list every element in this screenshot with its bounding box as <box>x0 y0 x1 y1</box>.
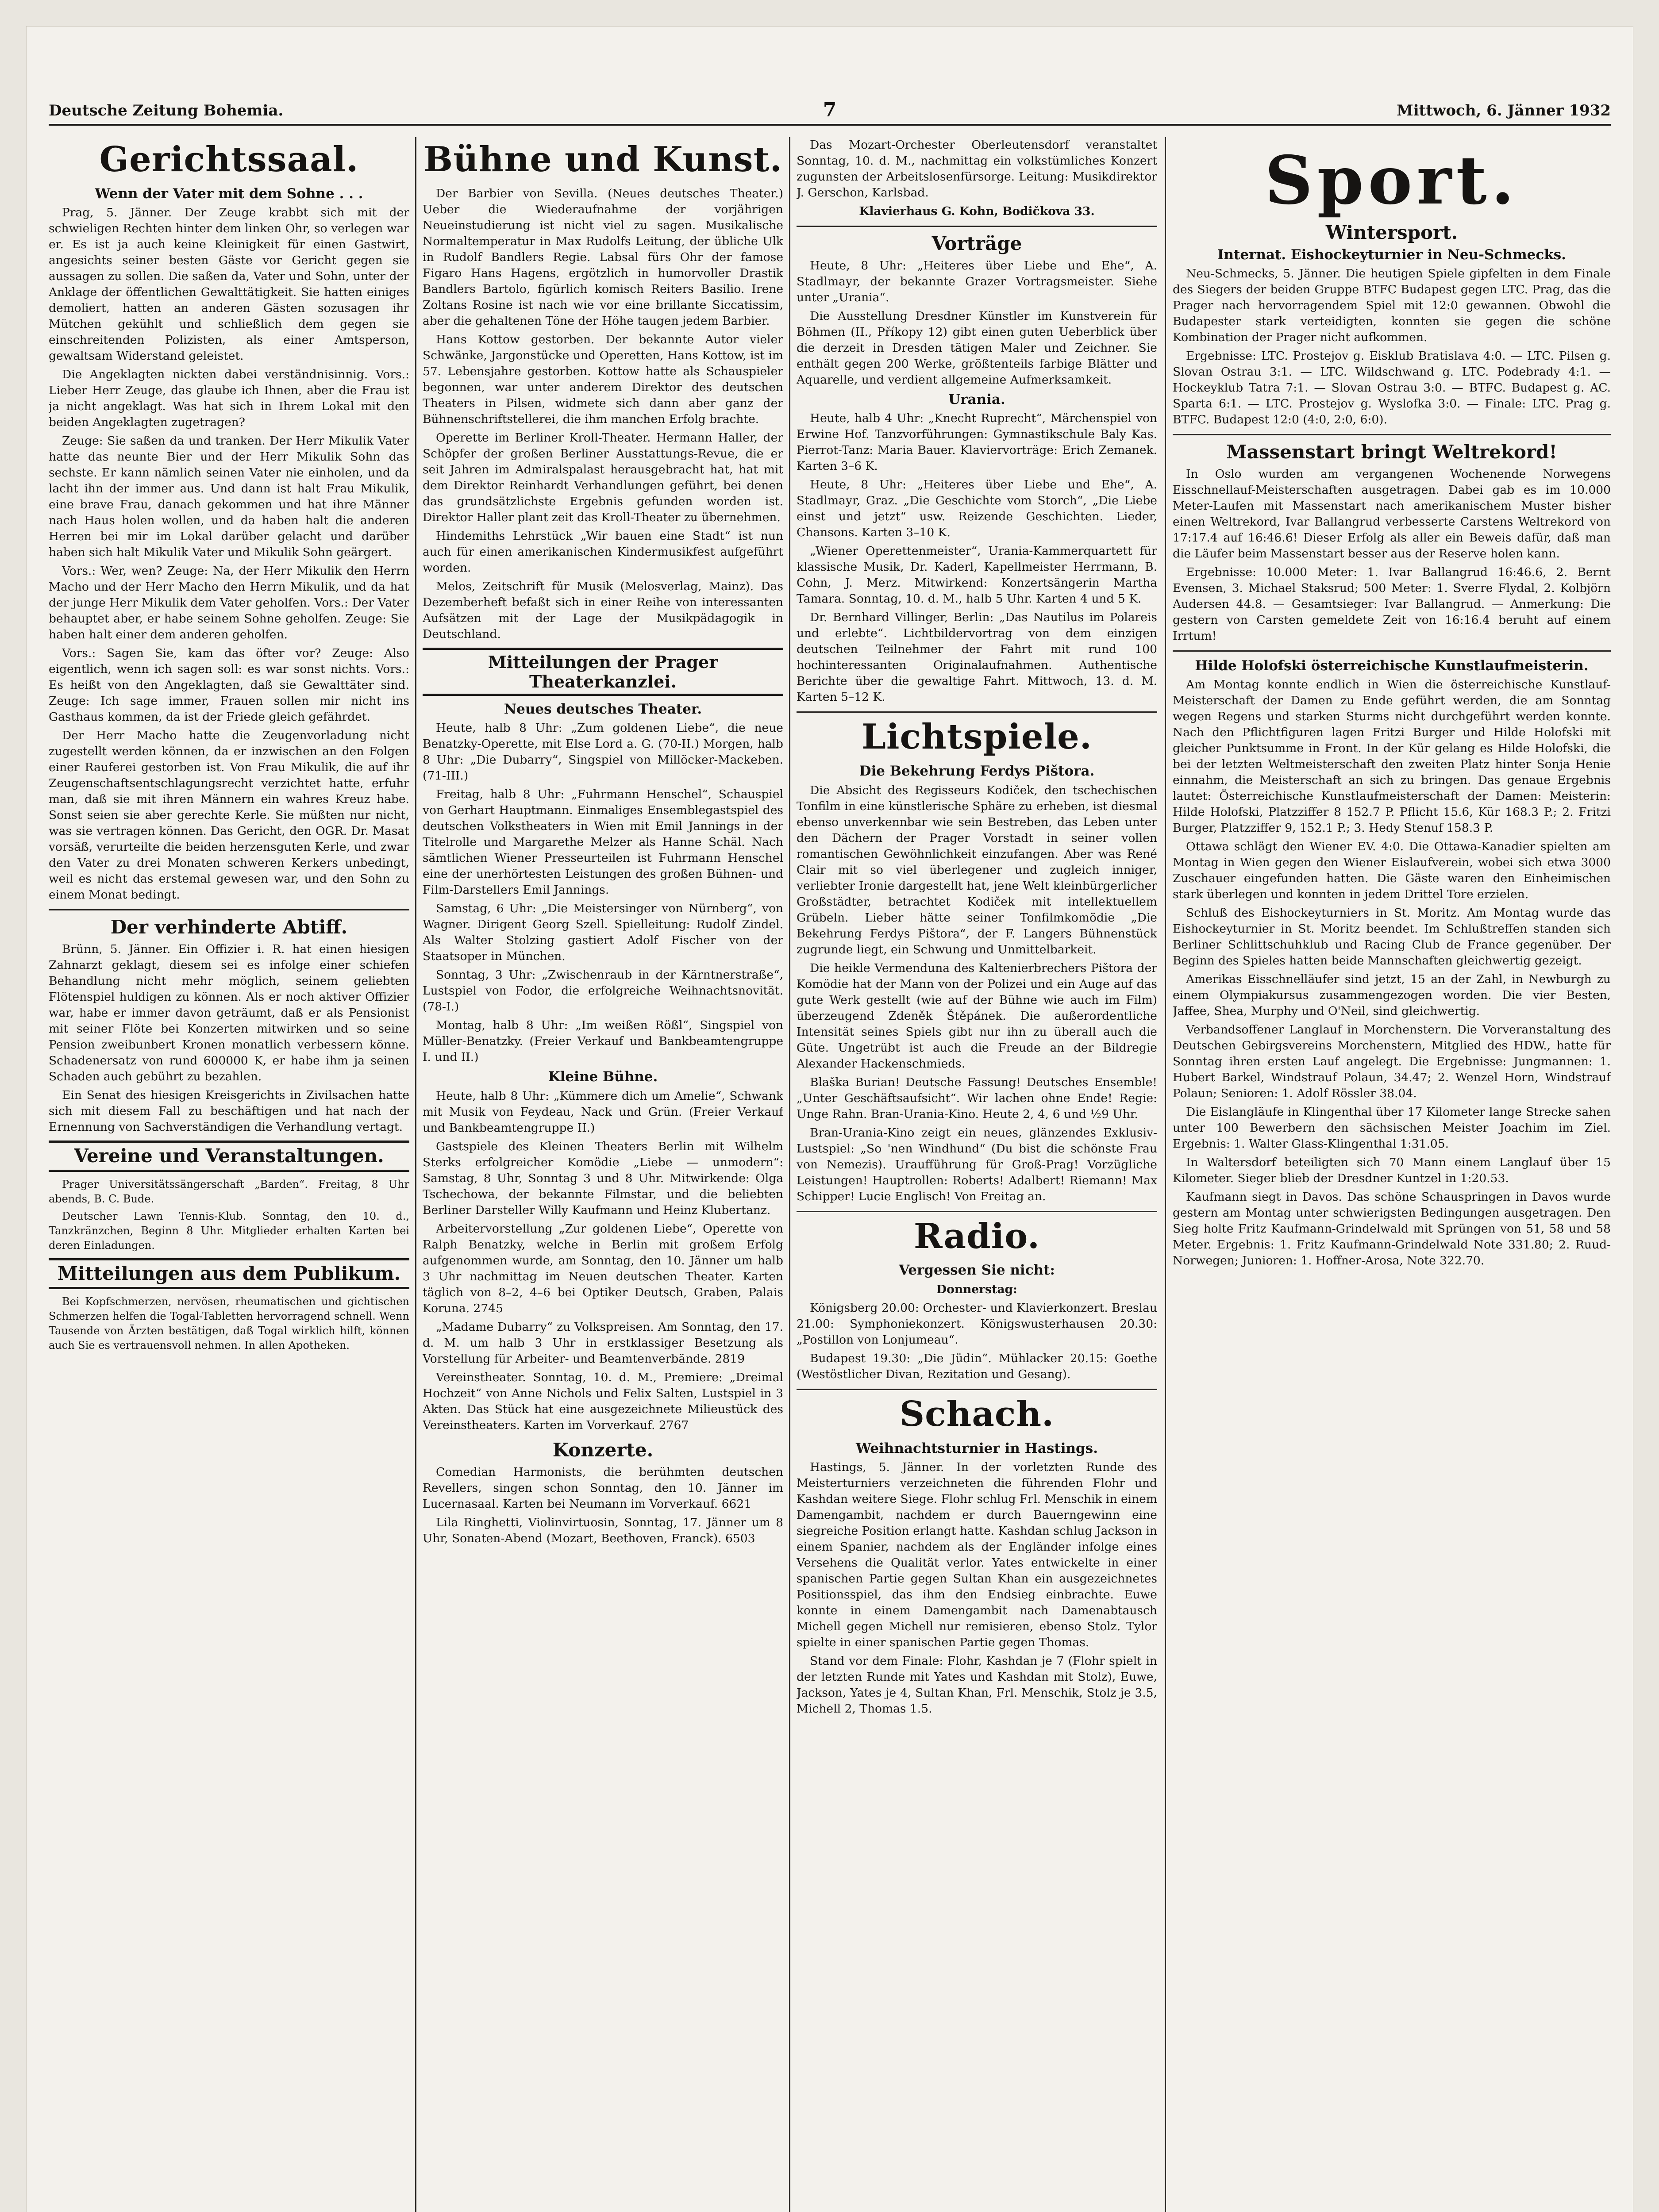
article-paragraph: Gastspiele des Kleinen Theaters Berlin mit Wilhelm Sterks erfolgreicher Komödie „Liebe — unmodern“: Samstag, 8 Uhr, Sonntag 3 und 8 Uhr. Mitwirkende: Olga Tschechowa, der bekannte Filmstar, und die beliebten Berliner Darsteller Willy Kaufmann und Heinz Klubertanz. <box>423 1139 783 1217</box>
page-header <box>49 93 1611 126</box>
column-divider <box>415 137 416 2212</box>
article-paragraph: Heute, halb 8 Uhr: „Kümmere dich um Amelie“, Schwank mit Musik von Feydeau, Nack und Grün. (Freier Verkauf und Bankbeamtengruppe II.) <box>423 1089 783 1135</box>
column-vortraege-lichtspiele <box>797 137 1157 2212</box>
article-paragraph: Heute, 8 Uhr: „Heiteres über Liebe und Ehe“, A. Stadlmayr, der bekannte Grazer Vortragsmeister. Siehe unter „Urania“. <box>797 259 1157 305</box>
section-title: Mitteilungen der Prager Theaterkanzlei. <box>488 652 718 691</box>
column-divider <box>789 137 790 2212</box>
page-number: 7 <box>823 99 837 121</box>
article-paragraph: Hastings, 5. Jänner. In der vorletzten Runde des Meisterturniers verzeichneten die führenden Flohr und Kashdan weitere Siege. Flohr schlug Frl. Menschik in einem Damengambit, nachdem er durch Bauerngewinn eine siegreiche Position erlangt hatte. Kashdan schlug Jackson in einem Spanier, nachdem als der Engländer infolge eines Versehens die Qualität verlor. Yates entwickelte in einer spanischen Partie gegen Sultan Khan ein ausgezeichnetes Positionsspiel, das ihm den Endsieg einbrachte. Euwe konnte in einem Damengambit nach Damenabtausch Michell gegen Michell nur remisieren, ebenso Stolz. Tylor spielte in einer spanischen Partie gegen Thomas. <box>797 1460 1157 1649</box>
section-title: Gerichtssaal. <box>99 139 359 180</box>
article-paragraph: Budapest 19.30: „Die Jüdin“. Mühlacker 20.15: Goethe (Westöstlicher Divan, Rezitation und Gesang). <box>797 1351 1157 1381</box>
column-buehne-und-kunst <box>423 137 783 2212</box>
article-paragraph: Heute, halb 8 Uhr: „Zum goldenen Liebe“, die neue Benatzky-Operette, mit Else Lord a. G. (70-II.) Morgen, halb 8 Uhr: „Die Dubarry“, Singspiel von Millöcker-Mackeben. (71-III.) <box>423 721 783 783</box>
notice: Prager Universitätssängerschaft „Barden“. Freitag, 8 Uhr abends, B. C. Bude. <box>49 1178 409 1205</box>
subheading: Vergessen Sie nicht: <box>899 1262 1055 1279</box>
section-title: Bühne und Kunst. <box>423 139 782 180</box>
article-paragraph: Hindemiths Lehrstück „Wir bauen eine Stadt“ ist nun auch für einen amerikanischen Kindermusikfest aufgeführt worden. <box>423 529 783 575</box>
article-paragraph: Samstag, 6 Uhr: „Die Meistersinger von Nürnberg“, von Wagner. Dirigent Georg Szell. Spielleitung: Rudolf Zindel. Als Walter Stolzing gastiert Adolf Fischer von der Staatsoper in München. <box>423 902 783 964</box>
article-paragraph: Königsberg 20.00: Orchester- und Klavierkonzert. Breslau 21.00: Symphoniekonzert. Königswusterhausen 20.30: „Postillon von Lonjumeau“. <box>797 1301 1157 1347</box>
divider <box>797 711 1157 713</box>
article-paragraph: Stand vor dem Finale: Flohr, Kashdan je 7 (Flohr spielt in der letzten Runde mit Yates und Kashdan mit Stolz), Euwe, Jackson, Yates je 4, Sultan Khan, Frl. Menschik, Stolz je 3.5, Michell 2, Thomas 1.5. <box>797 1654 1157 1716</box>
subheading: Konzerte. <box>552 1439 654 1461</box>
section-title: Schach. <box>899 1394 1055 1434</box>
section-title: Vereine und Veranstaltungen. <box>74 1145 384 1167</box>
subheading: Wintersport. <box>1325 221 1458 243</box>
article-paragraph: Schluß des Eishockeyturniers in St. Moritz. Am Montag wurde das Eishockeyturnier in St. Moritz beendet. Im Schlußtreffen standen sich Berliner Schlittschuhklub und Racing Club de France gegenüber. Der Beginn des Spieles hatten beide Mannschaften gleichwertig gezeigt. <box>1173 906 1611 968</box>
subheading: Neues deutsches Theater. <box>504 701 702 718</box>
divider <box>797 226 1157 227</box>
article-paragraph: Zeuge: Sie saßen da und tranken. Der Herr Mikulik Vater hatte das neunte Bier und der Herr Mikulik Sohn das sechste. Er kann nämlich seinen Vater nie einholen, und da lacht ihn der immer aus. Und dann ist halt Frau Mikulik, eine brave Frau, danach gekommen und hat ihre Männer nach Haus holen wollen, und da haben halt die anderen Herren bei mir im Lokal darüber gelacht und darüber haben sich halt Mikulik Vater und Mikulik Sohn geärgert. <box>49 434 409 560</box>
article-paragraph: „Wiener Operettenmeister“, Urania-Kammerquartett für klassische Musik, Dr. Kaderl, Kapellmeister Herrmann, B. Cohn, J. Merz. Mitwirkend: Konzertsängerin Martha Tamara. Sonntag, 10. d. M., halb 5 Uhr. Karten 4 und 5 K. <box>797 544 1157 606</box>
article-title: Wenn der Vater mit dem Sohne . . . <box>95 185 363 202</box>
article-paragraph: Vors.: Sagen Sie, kam das öfter vor? Zeuge: Also eigentlich, wenn ich sagen soll: es war sonst nichts. Vors.: Es heißt von den Angeklagten, daß sie Gewalttäter sind. Zeuge: Ich sage immer, Frauen sollen mir nicht ins Gasthaus kommen, da ist der Friede gleich gefährdet. <box>49 646 409 724</box>
column-gerichtssaal <box>49 137 409 2212</box>
article-paragraph: Montag, halb 8 Uhr: „Im weißen Rößl“, Singspiel von Müller-Benatzky. (Freier Verkauf und Bankbeamtengruppe I. und II.) <box>423 1018 783 1064</box>
article-paragraph: Die Eislangläufe in Klingenthal über 17 Kilometer lange Strecke sahen unter 100 Bewerbern den sächsischen Meister Joachim im Ziel. Ergebnis: 1. Walter Glass-Klingenthal 1:31.05. <box>1173 1105 1611 1151</box>
subheading: Urania. <box>948 392 1005 408</box>
article-paragraph: Die Absicht des Regisseurs Kodiček, den tschechischen Tonfilm in eine künstlerische Sphäre zu erheben, ist diesmal ebenso unverkennbar wie sein Bestreben, das Leben unter den Dächern der Prager Vorstadt in seiner vollen romantischen Gewöhnlichkeit einzufangen. Aber was René Clair mit so viel überlegener und zugleich inniger, verliebter Ironie dargestellt hat, jene Welt kleinbürgerlicher Großstädter, betrachtet Kodiček mit intellektuellem Grübeln. Lieber hätte seiner Tonfilmkomödie „Die Bekehrung Ferdys Pištora“, der F. Langers Bühnenstück zugrunde liegt, ein Schwung und Unmittelbarkeit. <box>797 783 1157 956</box>
article-title: Hilde Holofski österreichische Kunstlaufmeisterin. <box>1195 658 1589 674</box>
issue-date: Mittwoch, 6. Jänner 1932 <box>1397 102 1611 119</box>
article-title: Internat. Eishockeyturnier in Neu-Schmecks. <box>1217 246 1566 263</box>
divider <box>797 1389 1157 1390</box>
article-paragraph: Kaufmann siegt in Davos. Das schöne Schauspringen in Davos wurde gestern am Montag unter schwierigsten Bedingungen ausgetragen. Den Sieg holte Fritz Kaufmann-Grindelwald mit Sprüngen von 51, 58 und 58 Meter. Ergebnis: 1. Fritz Kaufmann-Grindelwald Note 331.80; 2. Ruud-Norwegen; Junioren: 1. Hoffner-Arosa, Note 322.70. <box>1173 1190 1611 1268</box>
article-paragraph: Heute, 8 Uhr: „Heiteres über Liebe und Ehe“, A. Stadlmayr, Graz. „Die Geschichte vom Storch“, „Die Liebe einst und jetzt“ usw. Reizende Geschichten. Lieder, Chansons. Karten 3–10 K. <box>797 478 1157 540</box>
article-title: Weihnachtsturnier in Hastings. <box>856 1440 1098 1456</box>
article-paragraph: Amerikas Eisschnelläufer sind jetzt, 15 an der Zahl, in Newburgh zu einem Olympiakursus zusammengezogen worden. Die vier Besten, Jaffee, Shea, Murphy und O'Neil, sind gleichwertig. <box>1173 972 1611 1018</box>
article-paragraph: Das Mozart-Orchester Oberleutensdorf veranstaltet Sonntag, 10. d. M., nachmittag ein volkstümliches Konzert zugunsten der Arbeitslosenfürsorge. Leitung: Musikdirektor J. Gerschon, Karlsbad. <box>797 138 1157 200</box>
notice: Bei Kopfschmerzen, nervösen, rheumatischen und gichtischen Schmerzen helfen die Togal-Tabletten hervorragend schnell. Wenn Tausende von Ärzten bestätigen, daß Togal wirklich hilft, können auch Sie es vertrauensvoll nehmen. In allen Apotheken. <box>49 1295 409 1352</box>
article-paragraph: „Madame Dubarry“ zu Volkspreisen. Am Sonntag, den 17. d. M. um halb 3 Uhr in erstklassiger Besetzung als Vorstellung für Arbeiter- und Beamtenverbände. 2819 <box>423 1320 783 1366</box>
article-paragraph: Bran-Urania-Kino zeigt ein neues, glänzendes Exklusiv-Lustspiel: „So 'nen Windhund“ (Du bist die schönste Frau von Nemezis). Uraufführung für Groß-Prag! Vorzügliche Leistungen! Hauptrollen: Roberts! Adalbert! Riemann! Max Schipper! Lucie Englisch! Von Freitag an. <box>797 1125 1157 1203</box>
article-title: Die Bekehrung Ferdys Pištora. <box>859 763 1095 780</box>
column-divider <box>1165 137 1166 2212</box>
section-title: Radio. <box>913 1216 1040 1256</box>
article-paragraph: Vors.: Wer, wen? Zeuge: Na, der Herr Mikulik den Herrn Macho und der Herr Macho den Herrn Mikulik, und da hat der junge Herr Mikulik dem Vater geholfen. Vors.: Der Vater behauptet aber, er habe seinem Sohne geholfen. Zeuge: Sie haben halt einer dem anderen geholfen. <box>49 564 409 642</box>
article-paragraph: Sonntag, 3 Uhr: „Zwischenraub in der Kärntnerstraße“, Lustspiel von Fodor, die erfolgreiche Weihnachtsnovität. (78-I.) <box>423 968 783 1014</box>
article-paragraph: Prag, 5. Jänner. Der Zeuge krabbt sich mit der schwieligen Rechten hinter dem linken Ohr, so verlegen war er. Es ist ja auch keine Kleinigkeit für einen Gastwirt, angesichts seiner besten Gäste vor Gericht gegen sie aussagen zu sollen. Die saßen da, Vater und Sohn, unter der Anklage der öffentlichen Gewalttätigkeit. Sie hatten einiges demoliert, hatten an anderen Gästen sozusagen ihr Mütchen gekühlt und schließlich dem gegen sie einschreitenden Polizisten, als einer Amtsperson, gewaltsam Widerstand geleistet. <box>49 206 409 363</box>
article-paragraph: Der Herr Macho hatte die Zeugenvorladung nicht zugestellt werden können, da er inzwischen an den Folgen einer Rauferei gestorben ist. Von Frau Mikulik, die auf ihr Zeugenschaftsentschlagungsrecht verzichtet hatte, erfuhr man, daß sie mit ihren Männern ein wahres Kreuz habe. Sonst seien sie aber gerechte Kerle. Sie müßten nur nicht, was sie vertragen können. Das Gericht, den OGR. Dr. Masat vorsäß, verurteilte die beiden herzensguten Kerle, und zwar den Vater zu drei Monaten schweren Kerkers unbedingt, weil es nicht das erstemal gewesen war, und den Sohn zu einem Monat bedingt. <box>49 729 409 902</box>
article-paragraph: Melos, Zeitschrift für Musik (Melosverlag, Mainz). Das Dezemberheft befaßt sich in einer Reihe von interessanten Aufsätzen mit der Lage der Musikpädagogik in Deutschland. <box>423 579 783 641</box>
article-paragraph: Arbeitervorstellung „Zur goldenen Liebe“, Operette von Ralph Benatzky, welche in Berlin mit großem Erfolg aufgenommen wurde, am Sonntag, den 10. Jänner um halb 3 Uhr nachmittag im Neuen deutschen Theater. Karten täglich von 8–2, 4–6 bei Optiker Deutsch, Graben, Palais Koruna. 2745 <box>423 1221 783 1315</box>
section-banner <box>423 648 783 696</box>
article-paragraph: Hans Kottow gestorben. Der bekannte Autor vieler Schwänke, Jargonstücke und Operetten, Hans Kottow, ist im 57. Lebensjahre gestorben. Kottow hatte als Schauspieler begonnen, war unter anderem Direktor des deutschen Theaters in Pilsen, widmete sich dann aber ganz der Bühnenschriftstellerei, die ihm manchen Erfolg brachte. <box>423 332 783 426</box>
article-paragraph: Brünn, 5. Jänner. Ein Offizier i. R. hat einen hiesigen Zahnarzt geklagt, diesem sei es infolge einer schiefen Behandlung nicht mehr möglich, seinem geliebten Flötenspiel huldigen zu können. Als er noch aktiver Offizier war, habe er immer davon geträumt, daß er als Pensionist mit seiner Flöte bei Konzerten mitwirken und so seine Pension zweibunbert Kronen monatlich verbessern könne. Schadenersatz von rund 600000 K, er habe ihm ja seinen Schaden auch gebührt zu bezahlen. <box>49 942 409 1084</box>
divider <box>797 1211 1157 1212</box>
article-paragraph: Comedian Harmonists, die berühmten deutschen Revellers, singen schon Sonntag, den 10. Jänner im Lucernasaal. Karten bei Neumann im Vorverkauf. 6621 <box>423 1465 783 1511</box>
subheading: Kleine Bühne. <box>548 1069 658 1085</box>
divider <box>1173 650 1611 652</box>
section-banner <box>49 1258 409 1289</box>
article-title: Der verhinderte Abtiff. <box>110 916 348 938</box>
article-paragraph: Lila Ringhetti, Violinvirtuosin, Sonntag, 17. Jänner um 8 Uhr, Sonaten-Abend (Mozart, Beethoven, Franck). 6503 <box>423 1515 783 1545</box>
article-paragraph: Freitag, halb 8 Uhr: „Fuhrmann Henschel“, Schauspiel von Gerhart Hauptmann. Einmaliges Ensemblegastspiel des deutschen Volkstheaters in Wien mit Emil Jannings in der Titelrolle und Margarethe Melzer als Hanne Schäl. Nach sämtlichen Wiener Presseurteilen ist Fuhrmann Henschel eine der unerhörtesten Leistungen des großen Bühnen- und Film-Darstellers Emil Jannings. <box>423 787 783 897</box>
section-title: Lichtspiele. <box>862 717 1092 757</box>
article-paragraph: Neu-Schmecks, 5. Jänner. Die heutigen Spiele gipfelten in dem Finale des Siegers der beiden Gruppe BTFC Budapest gegen LTC. Prag, das die Prager nach hervorragendem Spiel mit 12:0 gewannen. Obwohl die Budapester stark verteidigten, konnten sie gegen die schöne Kombination der Prager nicht aufkommen. <box>1173 266 1611 344</box>
article-paragraph: Ein Senat des hiesigen Kreisgerichts in Zivilsachen hatte sich mit diesem Fall zu beschäftigen und hat nach der Ernennung von Sachverständigen die Verhandlung vertagt. <box>49 1088 409 1134</box>
article-paragraph: In Oslo wurden am vergangenen Wochenende Norwegens Eisschnellauf-Meisterschaften ausgetragen. Dabei gab es im 10.000 Meter-Laufen mit Massenstart nach amerikanischem Muster bisher einen Weltrekord, Ivar Ballangrud verbesserte Carstens Weltrekord von 17:17.4 auf 16:46.6! Dieser Erfolg als aller ein Beweis dafür, daß man die Läufer beim Massenstart besser aus der Reserve holen kann. <box>1173 467 1611 561</box>
article-paragraph: Vereinstheater. Sonntag, 10. d. M., Premiere: „Dreimal Hochzeit“ von Anne Nichols und Felix Salten, Lustspiel in 3 Akten. Das Stück hat eine ausgezeichnete Milieustück des Vereinstheaters. Karten im Vorverkauf. 2767 <box>423 1370 783 1432</box>
divider <box>49 909 409 910</box>
article-paragraph: Verbandsoffener Langlauf in Morchenstern. Die Vorveranstaltung des Deutschen Gebirgsvereins Morchenstern, Mitglied des HDW., hatte für Sonntag ihren ersten Lauf angelegt. Die Ergebnisse: Jungmannen: 1. Hubert Barkel, Windstrauf Polaun, 34.47; 2. Wenzel Horn, Windstrauf Polaun; Senioren: 1. Adolf Rössler 38.04. <box>1173 1023 1611 1101</box>
article-paragraph: Operette im Berliner Kroll-Theater. Hermann Haller, der Schöpfer der großen Berliner Ausstattungs-Revue, die er seit Jahren im Admiralspalast herausgebracht hat, hat mit dem Direktor Reinhardt Verhandlungen geführt, bei denen das grundsätzlichste Ergebnis gefunden worden ist. Direktor Haller plant zeit das Kroll-Theater zu übernehmen. <box>423 430 783 524</box>
article-paragraph: Dr. Bernhard Villinger, Berlin: „Das Nautilus im Polareis und erlebte“. Lichtbildervortrag von dem einzigen deutschen Teilnehmer der Fahrt mit rund 100 hochinteressanten Originalaufnahmen. Authentische Berichte über die gewaltige Fahrt. Mittwoch, 13. d. M. Karten 5–12 K. <box>797 611 1157 704</box>
article-paragraph: Ergebnisse: LTC. Prostejov g. Eisklub Bratislava 4:0. — LTC. Pilsen g. Slovan Ostrau 3:1. — LTC. Wildschwand g. LTC. Podebrady 4:1. — Hockeyklub Tatra 7:1. — Slovan Ostrau 3:0. — BTFC. Budapest g. AC. Sparta 6:1. — LTC. Prostejov g. Wyslofka 3:0. — Finale: LTC. Prag g. BTFC. Budapest 12:0 (4:0, 2:0, 6:0). <box>1173 349 1611 426</box>
newspaper-page <box>27 27 1633 2212</box>
article-paragraph: Die Angeklagten nickten dabei verständnisinnig. Vors.: Lieber Herr Zeuge, das glaube ich Ihnen, aber die Frau ist ja nicht angeklagt. Was hat sich in Ihrem Lokal mit den beiden Angeklagten zugetragen? <box>49 368 409 430</box>
article-paragraph: Am Montag konnte endlich in Wien die österreichische Kunstlauf-Meisterschaft der Damen zu Ende geführt werden, die am Sonntag wegen Regens und starken Sturms nicht durchgeführt werden konnte. Nach den Pflichtfiguren lagen Fritzi Burger und Hilde Holofski mit gleicher Punktsumme in Front. In der Kür gelang es Hilde Holofski, die bei der letzten Weltmeisterschaft den zweiten Platz hinter Sonja Henie einnahm, die Meisterschaft an sich zu bringen. Das genaue Ergebnis lautet: Österreichische Kunstlaufmeisterschaft der Damen: Meisterin: Hilde Holofski, Platzziffer 8 152.7 P. Pflicht 15.6, Kür 168.3 P.; 2. Fritzi Burger, Platzziffer 9, 152.1 P.; 3. Hedy Stenuf 158.3 P. <box>1173 678 1611 835</box>
article-paragraph: Ergebnisse: 10.000 Meter: 1. Ivar Ballangrud 16:46.6, 2. Bernt Evensen, 3. Michael Staksrud; 500 Meter: 1. Sverre Flydal, 2. Kolbjörn Audersen 44.8. — Gesamtsieger: Ivar Ballangrud. — Anmerkung: Die gestern von Carsten gemeldete Zeit von 16:16.4 beruht auf einem Irrtum! <box>1173 565 1611 643</box>
day-label: Donnerstag: <box>936 1282 1017 1296</box>
notice: Deutscher Lawn Tennis-Klub. Sonntag, den 10. d., Tanzkränzchen, Beginn 8 Uhr. Mitglieder erhalten Karten bei deren Einladungen. <box>49 1210 409 1252</box>
article-paragraph: Blaška Burian! Deutsche Fassung! Deutsches Ensemble! „Unter Geschäftsaufsicht“. Wir lachen ohne Ende! Regie: Unge Rahn. Bran-Urania-Kino. Heute 2, 4, 6 und ½9 Uhr. <box>797 1075 1157 1121</box>
divider <box>1173 434 1611 435</box>
article-paragraph: Ottawa schlägt den Wiener EV. 4:0. Die Ottawa-Kanadier spielten am Montag in Wien gegen den Wiener Eislaufverein, wobei sich etwa 3000 Zuschauer eingefunden hatten. Die Gäste waren den Einheimischen stark überlegen und konnten in jedem Drittel Tore erzielen. <box>1173 840 1611 902</box>
article-paragraph: Heute, halb 4 Uhr: „Knecht Ruprecht“, Märchenspiel von Erwine Hof. Tanzvorführungen: Gymnastikschule Baly Kas. Pierrot-Tanz: Maria Bauer. Klaviervorträge: Erich Zemanek. Karten 3–6 K. <box>797 411 1157 473</box>
section-title: Sport. <box>1265 142 1519 219</box>
section-title: Vorträge <box>932 233 1022 254</box>
article-paragraph: Der Barbier von Sevilla. (Neues deutsches Theater.) Ueber die Wiederaufnahme der vorjährigen Neueinstudierung ist nicht viel zu sagen. Musikalische Normaltemperatur in Max Rudolfs Leitung, der übliche Ulk in Rudolf Bandlers Regie. Labsal fürs Ohr der famose Figaro Hans Hagens, ergötzlich in humorvoller Drastik Bandlers Bartolo, figürlich komisch Reiters Basilio. Irene Zoltans Rosine ist nach wie vor eine brillante Siccatissim, aber die gehaltenen Töne der Höhe taugen jedem Barbier. <box>423 186 783 328</box>
article-paragraph: Die Ausstellung Dresdner Künstler im Kunstverein für Böhmen (II., Příkopy 12) gibt einen guten Ueberblick über die derzeit in Dresden tätigen Maler und Zeichner. Sie enthält gegen 200 Werke, größtenteils farbige Blätter und Aquarelle, und verdient allgemeine Aufmerksamkeit. <box>797 309 1157 387</box>
column-sport <box>1173 137 1611 2212</box>
notice: Klavierhaus G. Kohn, Bodičkova 33. <box>859 204 1095 218</box>
article-paragraph: In Waltersdorf beteiligten sich 70 Mann einem Langlauf über 15 Kilometer. Sieger blieb der Dresdner Kuntzel in 1:20.53. <box>1173 1156 1611 1186</box>
section-title: Mitteilungen aus dem Publikum. <box>57 1262 401 1284</box>
article-title: Massenstart bringt Weltrekord! <box>1226 441 1557 463</box>
section-banner <box>49 1141 409 1171</box>
article-paragraph: Die heikle Vermenduna des Kaltenierbrechers Pištora der Komödie hat der Mann von der Polizei und ein Auge auf das gute Werk gestellt (wie auf der Bühne wie auch im Film) überzeugend Zdeněk Štěpánek. Die außerordentliche Intensität seines Spiels gibt nur ihn zu überall auch die Güte. Ungetrübt ist auch die Freude an der Bildregie Alexander Hackenschmieds. <box>797 961 1157 1071</box>
newspaper-name: Deutsche Zeitung Bohemia. <box>49 102 284 119</box>
